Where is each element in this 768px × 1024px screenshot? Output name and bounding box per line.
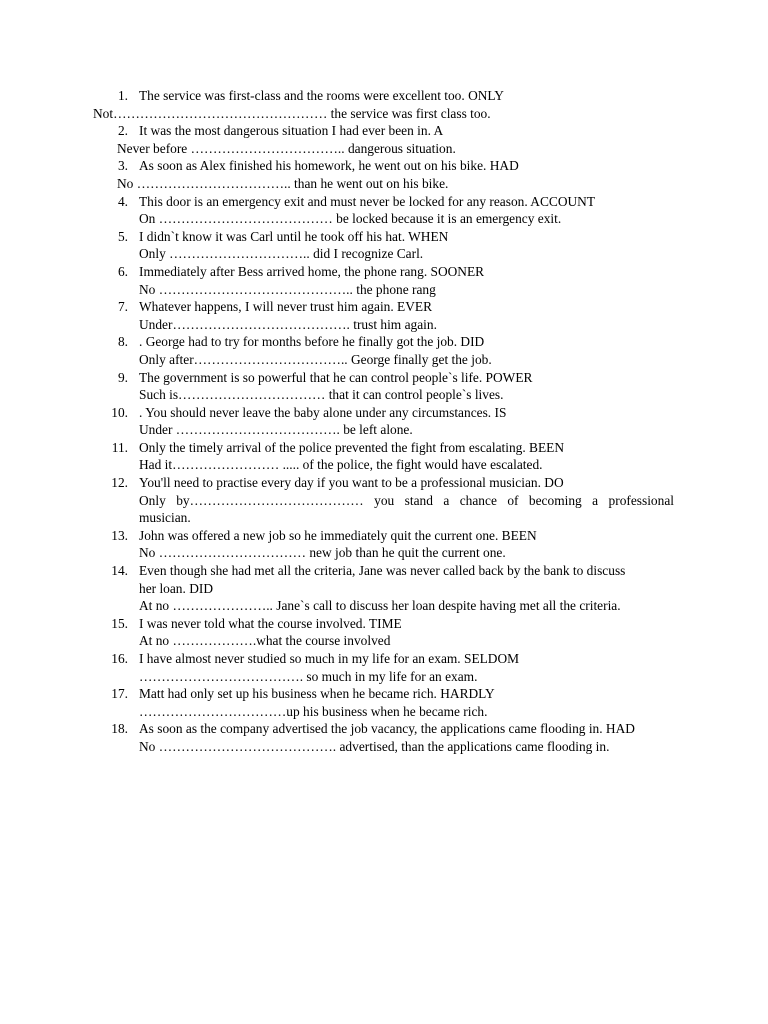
question-text: I have almost never studied so much in my life for an exam. SELDOM <box>139 651 520 666</box>
answer-row <box>0 386 768 404</box>
question-text: Only the timely arrival of the police prevented the fight from escalating. BEEN <box>139 439 565 455</box>
exercise-item <box>0 157 768 192</box>
question-row <box>0 720 768 738</box>
answer-text: On ………………………………… be locked because it is an emergency exit. <box>139 211 562 227</box>
exercise-item <box>0 685 768 720</box>
item-number: 11. <box>111 439 128 455</box>
answer-text: Under…………………………………. trust him again. <box>139 316 437 332</box>
question-row <box>0 333 768 351</box>
answer-text: At no ……………….what the course involved <box>139 633 391 649</box>
item-number: 2. <box>117 123 128 139</box>
item-number: 4. <box>117 193 128 209</box>
answer-text: Never before …………………………….. dangerous situation. <box>117 140 456 156</box>
question-text: As soon as the company advertised the job vacancy, the applications came flooding in. HAD <box>139 721 635 737</box>
answer-row <box>0 597 768 615</box>
answer-text: No …………………………….. than he went out on his bike. <box>117 175 449 191</box>
exercise-list <box>0 87 768 756</box>
exercise-item <box>0 439 768 474</box>
answer-text: Not………………………………………… the service was first class too. <box>93 105 491 121</box>
exercise-item <box>0 615 768 650</box>
answer-text: Under ………………………………. be left alone. <box>139 422 413 438</box>
answer-text: Only after…………………………….. George finally get the job. <box>139 351 492 367</box>
item-number: 17. <box>111 686 128 702</box>
exercise-item <box>0 122 768 157</box>
question-row <box>0 474 768 492</box>
question-text-continued: her loan. DID <box>139 580 213 596</box>
exercise-item <box>0 474 768 527</box>
exercise-item <box>0 562 768 615</box>
exercise-item <box>0 527 768 562</box>
item-number: 3. <box>117 158 128 174</box>
answer-text-continued: musician. <box>139 510 191 526</box>
answer-text: ……………………………up his business when he became rich. <box>139 703 488 719</box>
question-row <box>0 263 768 281</box>
item-number: 18. <box>111 721 128 737</box>
question-row <box>0 650 768 668</box>
answer-text: Only by………………………………… you stand a chance of becoming a professional <box>139 492 674 508</box>
item-number: 10. <box>111 404 128 420</box>
answer-row <box>0 544 768 562</box>
answer-row <box>0 703 768 721</box>
answer-text: No …………………………………….. the phone rang <box>139 281 436 297</box>
item-number: 5. <box>117 228 128 244</box>
answer-row <box>0 456 768 474</box>
item-number: 14. <box>111 563 128 579</box>
question-text: As soon as Alex finished his homework, he went out on his bike. HAD <box>139 158 519 174</box>
answer-row <box>0 140 768 158</box>
exercise-item <box>0 720 768 755</box>
answer-row <box>0 492 768 510</box>
item-number: 9. <box>117 369 128 385</box>
item-number: 16. <box>111 651 128 666</box>
question-row <box>0 439 768 457</box>
answer-row <box>0 175 768 193</box>
answer-row-continued <box>0 509 768 527</box>
exercise-item <box>0 333 768 368</box>
question-row <box>0 562 768 580</box>
question-text: This door is an emergency exit and must never be locked for any reason. ACCOUNT <box>139 193 596 209</box>
answer-row <box>0 421 768 439</box>
question-text: The government is so powerful that he can control people`s life. POWER <box>139 369 533 385</box>
question-row <box>0 685 768 703</box>
question-text: John was offered a new job so he immediately quit the current one. BEEN <box>139 527 537 543</box>
answer-row <box>0 668 768 686</box>
question-text: Even though she had met all the criteria, Jane was never called back by the bank to discuss <box>139 563 626 579</box>
answer-row <box>0 281 768 299</box>
question-text: I was never told what the course involved. TIME <box>139 615 402 631</box>
exercise-item <box>0 369 768 404</box>
question-text: It was the most dangerous situation I had ever been in. A <box>139 123 444 139</box>
question-row <box>0 87 768 105</box>
item-number: 12. <box>111 475 128 491</box>
question-text: Matt had only set up his business when he became rich. HARDLY <box>139 686 495 702</box>
exercise-item <box>0 228 768 263</box>
question-text: Immediately after Bess arrived home, the phone rang. SOONER <box>139 263 485 279</box>
question-text: . You should never leave the baby alone under any circumstances. IS <box>139 404 507 420</box>
question-text: . George had to try for months before he finally got the job. DID <box>139 334 485 350</box>
question-text: The service was first-class and the rooms were excellent too. ONLY <box>139 88 504 103</box>
answer-text: Only ………………………….. did I recognize Carl. <box>139 246 424 262</box>
exercise-item <box>0 298 768 333</box>
answer-row <box>0 738 768 756</box>
question-text: You'll need to practise every day if you want to be a professional musician. DO <box>139 475 564 491</box>
answer-text: No …………………………………. advertised, than the applications came flooding in. <box>139 738 610 754</box>
question-row <box>0 228 768 246</box>
question-row <box>0 369 768 387</box>
question-row <box>0 527 768 545</box>
answer-row <box>0 245 768 263</box>
question-row <box>0 122 768 140</box>
question-text: I didn`t know it was Carl until he took off his hat. WHEN <box>139 228 449 244</box>
item-number: 6. <box>117 263 128 279</box>
answer-row <box>0 351 768 369</box>
item-number: 13. <box>111 527 128 543</box>
answer-text: ………………………………. so much in my life for an exam. <box>139 668 478 684</box>
item-number: 1. <box>117 88 128 103</box>
answer-text: No …………………………… new job than he quit the current one. <box>139 545 506 561</box>
question-row <box>0 193 768 211</box>
item-number: 15. <box>111 615 128 631</box>
question-row <box>0 404 768 422</box>
exercise-item <box>0 650 768 685</box>
answer-text: Such is…………………………… that it can control people`s lives. <box>139 387 504 403</box>
question-row <box>0 298 768 316</box>
answer-row <box>0 105 768 123</box>
answer-text: At no ………………….. Jane`s call to discuss her loan despite having met all the criteria. <box>139 598 621 614</box>
exercise-item <box>0 87 768 122</box>
question-row <box>0 615 768 633</box>
question-row <box>0 157 768 175</box>
answer-row <box>0 210 768 228</box>
exercise-item <box>0 263 768 298</box>
answer-row <box>0 632 768 650</box>
exercise-item <box>0 404 768 439</box>
question-row-continued <box>0 580 768 598</box>
answer-text: Had it…………………… ..... of the police, the fight would have escalated. <box>139 457 543 473</box>
question-text: Whatever happens, I will never trust him again. EVER <box>139 299 433 315</box>
answer-row <box>0 316 768 334</box>
exercise-item <box>0 193 768 228</box>
item-number: 8. <box>117 334 128 350</box>
item-number: 7. <box>117 299 128 315</box>
